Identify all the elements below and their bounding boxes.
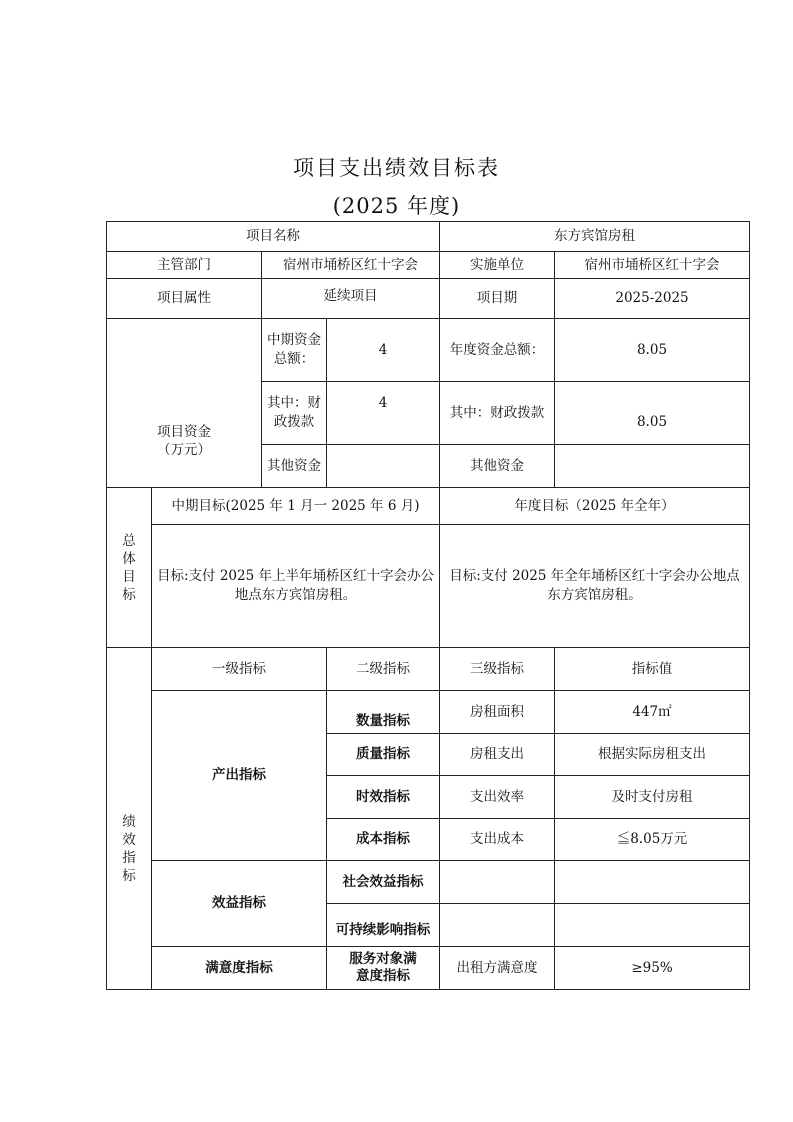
period-value: 2025-2025	[615, 290, 689, 306]
header-level2: 二级指标	[356, 660, 410, 677]
mid-total-value: 4	[378, 341, 388, 358]
mid-total-label: 中期资金总额：	[267, 332, 321, 367]
attr-value: 延续项目	[323, 287, 378, 304]
overall-goal-label-text: 总体目标	[122, 532, 136, 603]
year-total-value: 8.05	[636, 341, 668, 358]
level3-service-satisfaction: 出租方满意度	[456, 959, 538, 976]
attr-label: 项目属性	[157, 290, 211, 306]
page-subtitle: (2025 年度)	[332, 194, 461, 218]
benefit-indicator: 效益指标	[212, 895, 266, 911]
level2-service-satisfaction: 服务对象满意度指标	[349, 951, 417, 984]
level2-cost: 成本指标	[356, 831, 410, 847]
funds-label-line2: （万元）	[157, 441, 211, 458]
level3-social-benefit	[440, 861, 554, 903]
level2-sustainable: 可持续影响指标	[335, 921, 431, 938]
value-service-satisfaction: ≥95%	[631, 959, 673, 976]
level2-social-benefit: 社会效益指标	[342, 873, 424, 890]
funds-label	[107, 319, 261, 487]
page-title: 项目支出绩效目标表	[293, 156, 500, 180]
dept-value: 宿州市埇桥区红十字会	[283, 256, 418, 273]
perf-label-text: 绩效指标	[122, 813, 136, 884]
year-total-label: 年度资金总额：	[449, 341, 545, 358]
project-name-label: 项目名称	[246, 228, 300, 244]
impl-label: 实施单位	[470, 256, 524, 273]
value-cost: ≦8.05万元	[616, 831, 688, 847]
satisfaction-indicator: 满意度指标	[205, 959, 273, 976]
value-sustainable	[555, 904, 749, 946]
level3-timeliness: 支出效率	[470, 788, 524, 805]
value-quantity: 447㎡	[632, 703, 672, 720]
year-goal-text: 目标:支付 2025 年全年埇桥区红十字会办公地点东方宾馆房租。	[449, 568, 740, 603]
funds-label-line1: 项目资金	[157, 423, 211, 440]
mid-fiscal-label: 其中：财政拨款	[267, 395, 321, 430]
header-level3: 三级指标	[470, 660, 524, 677]
perf-label	[107, 648, 151, 989]
value-timeliness: 及时支付房租	[611, 788, 693, 805]
year-fiscal-value: 8.05	[636, 413, 668, 430]
year-fiscal-label: 其中：财政拨款	[449, 404, 545, 421]
level2-quality: 质量指标	[356, 746, 410, 762]
level2-timeliness: 时效指标	[356, 788, 410, 805]
mid-fiscal-value: 4	[378, 394, 388, 411]
level3-quality: 房租支出	[470, 746, 524, 762]
header-level1: 一级指标	[212, 660, 266, 677]
project-name-value: 东方宾馆房租	[554, 228, 635, 244]
mid-other-label: 其他资金	[267, 457, 321, 474]
value-social-benefit	[555, 861, 749, 903]
level2-quantity: 数量指标	[356, 712, 410, 729]
impl-value: 宿州市埇桥区红十字会	[584, 256, 720, 273]
year-goal-header: 年度目标（2025 年全年）	[514, 497, 675, 514]
level3-sustainable	[440, 904, 554, 946]
overall-goal-label	[107, 488, 151, 647]
level3-quantity: 房租面积	[470, 703, 524, 720]
mid-goal-text: 目标:支付 2025 年上半年埇桥区红十字会办公地点东方宾馆房租。	[157, 568, 434, 603]
period-label: 项目期	[476, 290, 518, 306]
value-quality: 根据实际房租支出	[598, 746, 706, 762]
year-other-label: 其他资金	[470, 457, 524, 474]
output-indicator: 产出指标	[212, 767, 266, 783]
header-value: 指标值	[631, 660, 673, 677]
mid-goal-header: 中期目标(2025 年 1 月一 2025 年 6 月)	[171, 497, 420, 514]
dept-label: 主管部门	[157, 256, 211, 273]
level3-cost: 支出成本	[470, 831, 524, 847]
